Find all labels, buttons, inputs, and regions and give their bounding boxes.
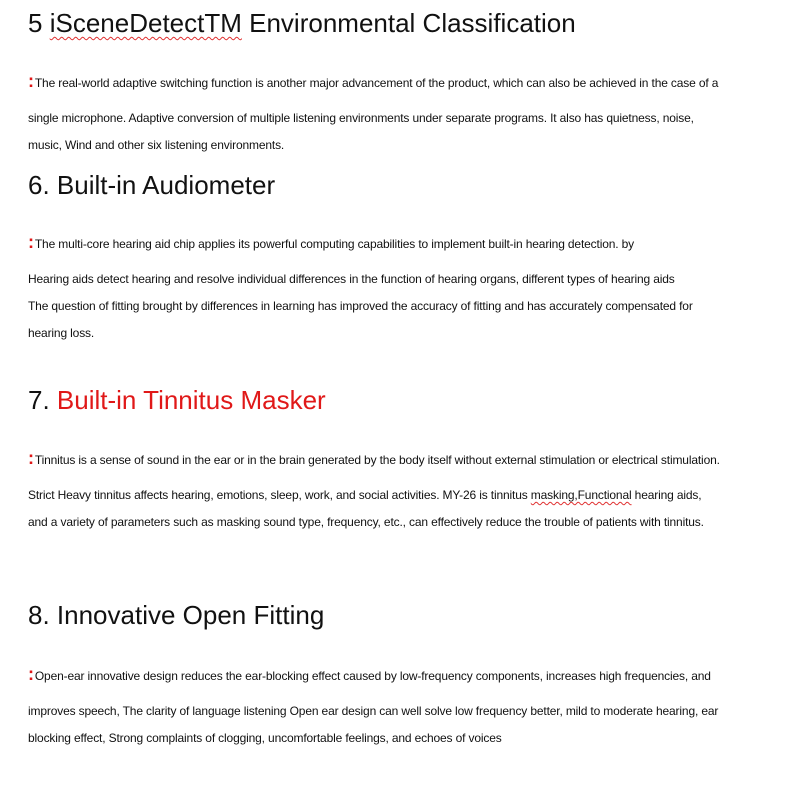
section-5-line-2: single microphone. Adaptive conversion of multiple listening environments under separate programs. It also has quietness, noise, (28, 111, 694, 125)
section-7-line-1 (28, 450, 720, 468)
section-6-line-4: hearing loss. (28, 326, 95, 340)
section-5-text-1: The real-world adaptive switching function is another major advancement of the product, which can also be achieved in the case of a (34, 76, 719, 90)
section-7-text-2a: Strict Heavy tinnitus affects hearing, emotions, sleep, work, and social activities. MY-26 is tinnitus (28, 488, 531, 502)
section-6-line-2: Hearing aids detect hearing and resolve individual differences in the function of hearing organs, different types of hearing aids (28, 272, 675, 286)
bullet-marker: : (28, 71, 34, 91)
section-5-line-3: music, Wind and other six listening environments. (28, 138, 285, 152)
section-7-heading (28, 385, 326, 415)
section-8-line-2: improves speech, The clarity of language listening Open ear design can well solve low frequency better, mild to moderate hearing, ear (28, 704, 719, 718)
section-8-line-3: blocking effect, Strong complaints of clogging, uncomfortable feelings, and echoes of voices (28, 731, 502, 745)
section-5-brand: iSceneDetectTM (49, 8, 242, 38)
section-7-title: Built-in Tinnitus Masker (56, 385, 326, 415)
section-7-text-2-flagged: masking,Functional (530, 488, 632, 502)
section-7-text-1: Tinnitus is a sense of sound in the ear or in the brain generated by the body itself without external stimulation or electrical stimulation. (34, 453, 720, 467)
section-7-line-3: and a variety of parameters such as masking sound type, frequency, etc., can effectively reduce the trouble of patients with tinnitus. (28, 515, 704, 529)
bullet-marker: : (28, 232, 34, 252)
section-8-heading: 8. Innovative Open Fitting (28, 600, 325, 630)
section-5-number: 5 (28, 8, 43, 38)
section-7-line-2 (28, 487, 701, 503)
section-8-line-1 (28, 666, 711, 684)
section-6-text-1: The multi-core hearing aid chip applies its powerful computing capabilities to implement built-in hearing detection. by (34, 237, 635, 251)
section-5-line-1 (28, 73, 718, 91)
section-7-number: 7. (28, 385, 50, 415)
section-6-line-3: The question of fitting brought by differences in learning has improved the accuracy of fitting and has accurately compensated for (28, 299, 693, 313)
section-6-heading: 6. Built-in Audiometer (28, 170, 276, 200)
section-5-heading (28, 8, 576, 38)
section-5-title: Environmental Classification (249, 8, 576, 38)
bullet-marker: : (28, 448, 34, 468)
bullet-marker: : (28, 664, 34, 684)
section-8-text-1: Open-ear innovative design reduces the ear-blocking effect caused by low-frequency components, increases high frequencies, and (34, 669, 711, 683)
section-7-text-2b: hearing aids, (631, 488, 702, 502)
section-6-line-1 (28, 234, 634, 252)
